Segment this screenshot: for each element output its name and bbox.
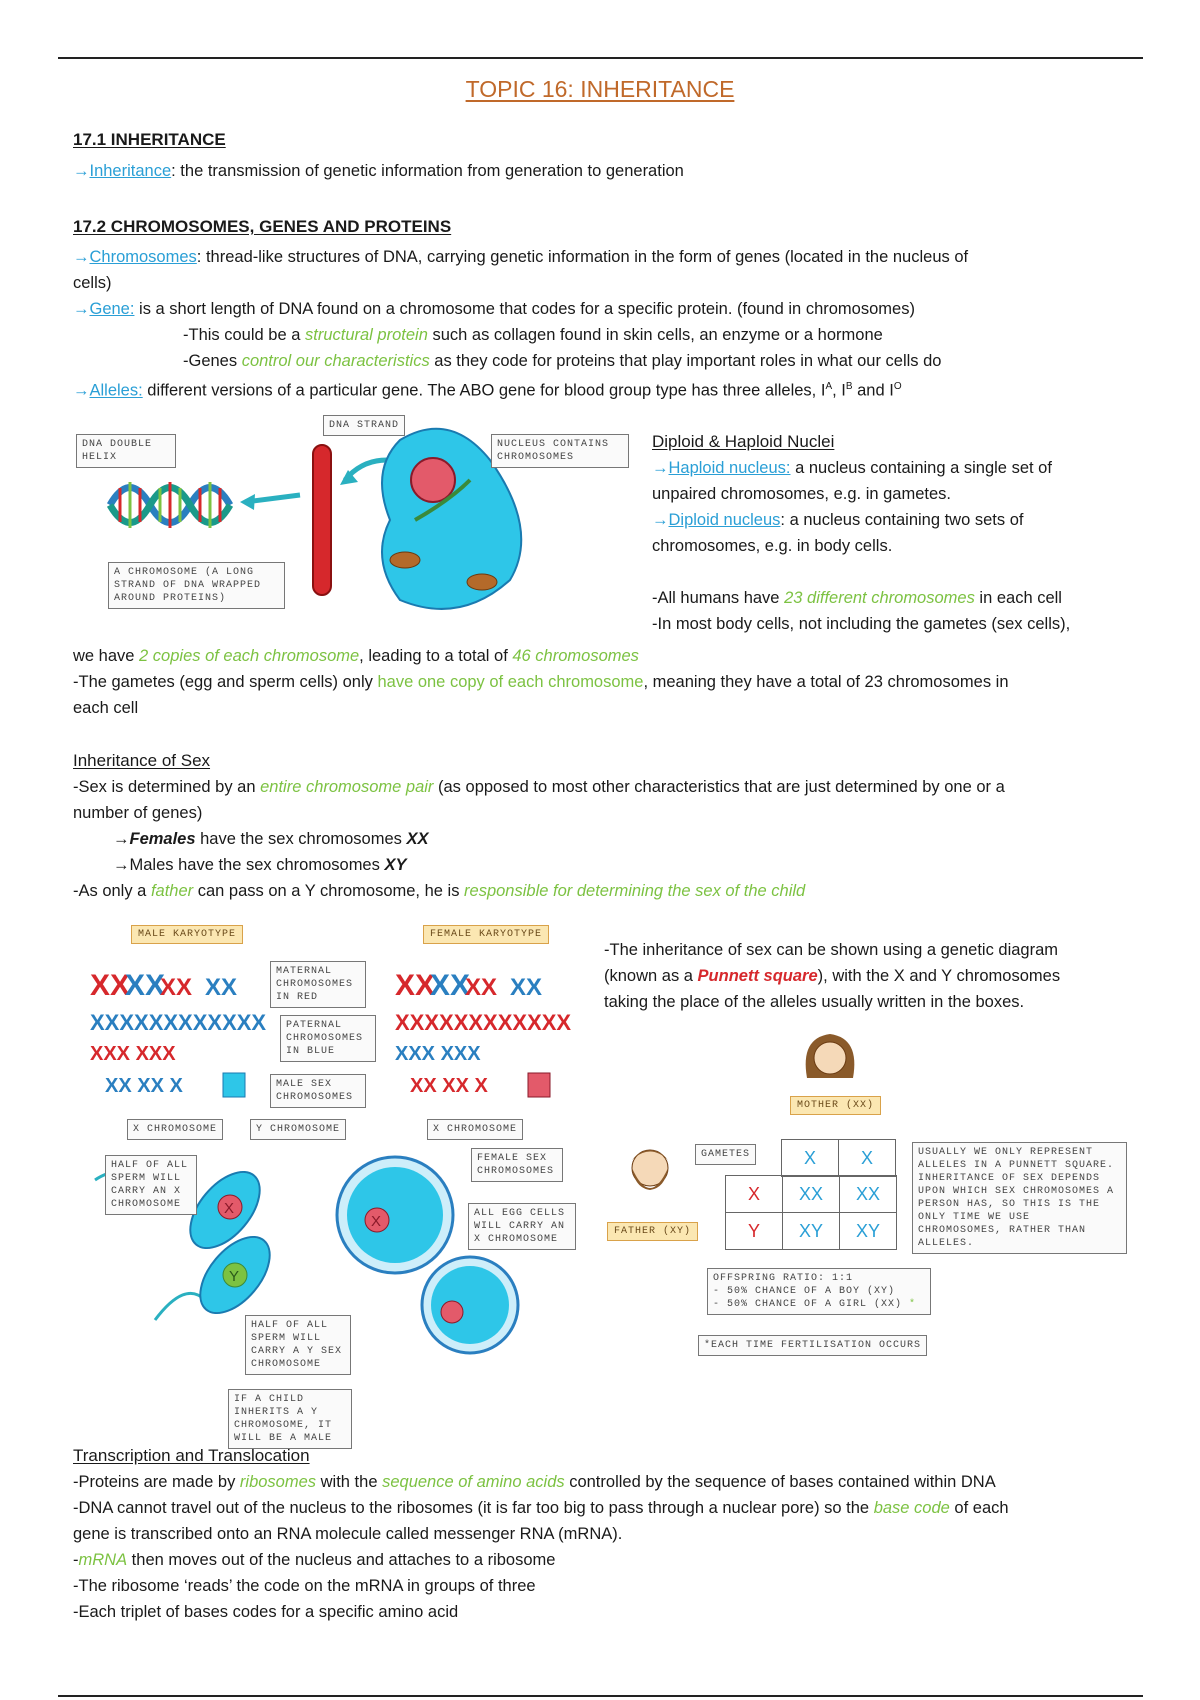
svg-text:XXXXXXXXXXXX: XXXXXXXXXXXX xyxy=(90,1010,267,1035)
line xyxy=(73,374,1133,404)
highlight: responsible for determining the sex of the child xyxy=(464,882,806,900)
cell-xy-1: XY xyxy=(783,1213,840,1250)
text: and I xyxy=(852,381,894,400)
line xyxy=(73,1495,1143,1521)
dna-helix-icon xyxy=(110,482,230,528)
arrow-icon: → xyxy=(652,511,669,529)
text: : a nucleus containing two sets of xyxy=(780,511,1024,529)
term-gene: Gene: xyxy=(89,300,135,318)
gamete-left-1: X xyxy=(726,1176,783,1213)
term-alleles: Alleles: xyxy=(89,381,143,400)
page-title xyxy=(0,76,1200,103)
text: taking the place of the alleles usually written in the boxes. xyxy=(604,993,1025,1011)
egg-x-label: X xyxy=(371,1213,382,1230)
svg-text:XX: XX xyxy=(160,974,193,1001)
cell-xx-1: XX xyxy=(783,1176,840,1213)
svg-text:XX XX X: XX XX X xyxy=(410,1075,488,1097)
punnett-grid xyxy=(725,1175,897,1250)
highlight: 23 different chromosomes xyxy=(784,589,975,607)
line xyxy=(73,1547,1143,1573)
arrow-icon: → xyxy=(73,248,90,266)
text: Males have the sex chromosomes xyxy=(129,856,385,874)
svg-text:XXX XXX: XXX XXX xyxy=(395,1043,481,1065)
label-x-chromosome: X CHROMOSOME xyxy=(127,1119,223,1140)
text: with the xyxy=(316,1473,383,1491)
text: (known as a xyxy=(604,967,698,985)
label-mother: MOTHER (XX) xyxy=(790,1096,881,1115)
svg-text:XXX XXX: XXX XXX xyxy=(90,1043,176,1065)
text: as they code for proteins that play important roles in what our cells do xyxy=(429,352,942,370)
sup: O xyxy=(893,381,902,392)
text: then moves out of the nucleus and attaches to a ribosome xyxy=(127,1551,556,1569)
highlight: 46 chromosomes xyxy=(512,647,639,665)
text: -Genes xyxy=(183,352,242,370)
arrow-icon: → xyxy=(73,300,90,318)
text: each cell xyxy=(73,699,139,717)
highlight: entire chromosome pair xyxy=(260,778,434,796)
def-text: : thread-like structures of DNA, carrying genetic information in the form of genes (located in the nucleus of xyxy=(196,248,969,266)
text: Females xyxy=(129,830,196,848)
text: ), with the X and Y chromosomes xyxy=(817,967,1061,985)
text: -DNA cannot travel out of the nucleus to the ribosomes (it is far too big to pass through a nuclear pore) so the xyxy=(73,1499,874,1517)
arrow-icon: → xyxy=(73,162,90,180)
def-text: : the transmission of genetic information from generation to generation xyxy=(171,162,684,180)
svg-text:XX: XX xyxy=(125,969,166,1002)
svg-text:XX: XX xyxy=(395,969,436,1002)
text: -This could be a xyxy=(183,326,305,344)
punnett-intro-text xyxy=(604,937,1124,1015)
svg-text:XX: XX xyxy=(430,969,471,1002)
def-text: cells) xyxy=(73,274,112,292)
line xyxy=(73,878,1138,904)
highlight: Punnett square xyxy=(697,967,818,985)
arrow-icon: → xyxy=(113,856,130,874)
highlight: have one copy of each chromosome xyxy=(377,673,644,691)
sperm-y-label: Y xyxy=(229,1268,240,1285)
subheading-transcription: Transcription and Translocation xyxy=(73,1446,310,1465)
line xyxy=(604,963,1124,989)
label-dna-double-helix: DNA DOUBLE HELIX xyxy=(76,434,176,468)
label-paternal: PATERNAL CHROMOSOMES IN BLUE xyxy=(280,1015,376,1062)
sex-inheritance-section xyxy=(73,748,1138,904)
inheritance-definition xyxy=(73,158,684,184)
text: such as collagen found in skin cells, an enzyme or a hormone xyxy=(427,326,883,344)
father-icon xyxy=(615,1138,685,1208)
text: gene is transcribed onto an RNA molecule called messenger RNA (mRNA). xyxy=(73,1525,623,1543)
female-karyotype-icon xyxy=(395,969,571,1097)
text: number of genes) xyxy=(73,804,203,822)
term-inheritance: Inheritance xyxy=(89,162,172,180)
text: in each cell xyxy=(974,589,1062,607)
fertilisation-note: *EACH TIME FERTILISATION OCCURS xyxy=(698,1335,927,1356)
svg-text:XX: XX xyxy=(205,974,238,1001)
text: -Proteins are made by xyxy=(73,1473,240,1491)
sup: A xyxy=(825,381,833,392)
ratio-line: - 50% CHANCE OF A BOY (XY) xyxy=(713,1286,896,1297)
text: - 50% CHANCE OF A GIRL (XX) xyxy=(713,1299,903,1310)
def-text: is a short length of DNA found on a chromosome that codes for a specific protein. (found in chromosomes) xyxy=(134,300,915,318)
svg-text:XX: XX xyxy=(90,969,131,1002)
transcription-section xyxy=(73,1443,1143,1625)
text: - xyxy=(73,1551,79,1569)
label-female-sex: FEMALE SEX CHROMOSOMES xyxy=(471,1148,563,1182)
text: -The inheritance of sex can be shown using a genetic diagram xyxy=(604,941,1059,959)
def-text: different versions of a particular gene. The ABO gene for blood group type has three alleles, I xyxy=(142,381,826,400)
svg-text:XX: XX xyxy=(465,974,498,1001)
line xyxy=(652,455,1132,481)
label-father: FATHER (XY) xyxy=(607,1222,698,1241)
text: -All humans have xyxy=(652,589,785,607)
highlight: base code xyxy=(873,1499,950,1517)
line xyxy=(73,774,1138,800)
text: chromosomes, e.g. in body cells. xyxy=(652,537,893,555)
line xyxy=(73,348,1133,374)
star-mark: * xyxy=(909,1299,917,1310)
chromosomes-definition xyxy=(73,244,1133,404)
term-haploid: Haploid nucleus: xyxy=(668,459,791,477)
label-a-chromosome: A CHROMOSOME (A LONG STRAND OF DNA WRAPPED AROUND PROTEINS) xyxy=(108,562,285,609)
highlight: ribosomes xyxy=(239,1473,317,1491)
bottom-rule xyxy=(58,1695,1143,1697)
line xyxy=(73,322,1133,348)
ratio-line: OFFSPRING RATIO: 1:1 xyxy=(713,1273,854,1284)
text: we have xyxy=(73,647,140,665)
diploid-haploid-section xyxy=(652,429,1132,637)
text: , meaning they have a total of 23 chromosomes in xyxy=(643,673,1009,691)
label-male-karyotype: MALE KARYOTYPE xyxy=(131,925,243,944)
gamete-top-1: X xyxy=(782,1140,839,1177)
line xyxy=(73,296,1133,322)
text: -Each triplet of bases codes for a specific amino acid xyxy=(73,1603,459,1621)
line xyxy=(73,1469,1143,1495)
punnett-note: USUALLY WE ONLY REPRESENT ALLELES IN A PUNNETT SQUARE. INHERITANCE OF SEX DEPENDS UPON WHICH SEX CHROMOSOMES A PERSON HAS, SO THIS IS THE ONLY TIME WE USE CHROMOSOMES, RATHER THAN ALLELES. xyxy=(912,1142,1127,1254)
line xyxy=(73,852,1138,878)
arrow-icon: → xyxy=(652,459,669,477)
section-heading-chromosomes: 17.2 CHROMOSOMES, GENES AND PROTEINS xyxy=(73,217,452,236)
arrow-icon: → xyxy=(113,830,130,848)
highlight: control our characteristics xyxy=(241,352,430,370)
gamete-left-2: Y xyxy=(726,1213,783,1250)
highlight: structural protein xyxy=(304,326,428,344)
highlight: mRNA xyxy=(78,1551,128,1569)
label-half-x: HALF OF ALL SPERM WILL CARRY AN X CHROMOSOME xyxy=(105,1155,197,1215)
text: , leading to a total of xyxy=(359,647,513,665)
text: unpaired chromosomes, e.g. in gametes. xyxy=(652,485,951,503)
text: a nucleus containing a single set of xyxy=(790,459,1052,477)
text: XY xyxy=(384,856,407,874)
egg-cell-icon xyxy=(337,1157,518,1353)
svg-text:XX XX X: XX XX X xyxy=(105,1075,183,1097)
text: controlled by the sequence of bases contained within DNA xyxy=(564,1473,996,1491)
line xyxy=(652,585,1132,611)
nucleus-icon xyxy=(411,458,455,502)
arrow-icon: → xyxy=(73,381,90,400)
offspring-ratio xyxy=(707,1268,931,1315)
label-female-karyotype: FEMALE KARYOTYPE xyxy=(423,925,549,944)
line xyxy=(652,507,1132,533)
line xyxy=(73,669,1133,695)
top-rule xyxy=(58,57,1143,59)
text: -As only a xyxy=(73,882,151,900)
label-dna-strand: DNA STRAND xyxy=(323,415,405,436)
line xyxy=(73,826,1138,852)
text: -The gametes (egg and sperm cells) only xyxy=(73,673,378,691)
subheading-sex: Inheritance of Sex xyxy=(73,751,211,770)
punnett-square xyxy=(725,1139,896,1177)
chromosome-icon xyxy=(313,445,331,595)
highlight: 2 copies of each chromosome xyxy=(139,647,360,665)
label-nucleus: NUCLEUS CONTAINS CHROMOSOMES xyxy=(491,434,629,468)
label-male-sex: MALE SEX CHROMOSOMES xyxy=(270,1074,366,1108)
sup: B xyxy=(845,381,853,392)
highlight: sequence of amino acids xyxy=(382,1473,565,1491)
term-diploid: Diploid nucleus xyxy=(668,511,781,529)
cell-xx-2: XX xyxy=(840,1176,897,1213)
label-gametes: GAMETES xyxy=(695,1144,756,1165)
label-y-chromosome: Y CHROMOSOME xyxy=(250,1119,346,1140)
chromosome-copies-text xyxy=(73,643,1133,721)
text: of each xyxy=(949,1499,1009,1517)
text: can pass on a Y chromosome, he is xyxy=(193,882,465,900)
svg-text:XX: XX xyxy=(510,974,543,1001)
text: -The ribosome ‘reads’ the code on the mRNA in groups of three xyxy=(73,1577,536,1595)
svg-text:XXXXXXXXXXXX: XXXXXXXXXXXX xyxy=(395,1010,572,1035)
subheading-diploid: Diploid & Haploid Nuclei xyxy=(652,432,835,451)
label-all-egg: ALL EGG CELLS WILL CARRY AN X CHROMOSOME xyxy=(468,1203,576,1250)
line xyxy=(73,643,1133,669)
text: have the sex chromosomes xyxy=(195,830,407,848)
label-maternal: MATERNAL CHROMOSOMES IN RED xyxy=(270,961,366,1008)
male-karyotype-icon xyxy=(90,969,266,1097)
text: XX xyxy=(406,830,429,848)
sperm-x-label: X xyxy=(224,1200,235,1217)
text: (as opposed to most other characteristics that are just determined by one or a xyxy=(433,778,1005,796)
ratio-line xyxy=(713,1298,925,1311)
cell-xy-2: XY xyxy=(840,1213,897,1250)
mother-icon xyxy=(795,1028,865,1090)
line xyxy=(73,244,1133,270)
title-text: TOPIC 16: INHERITANCE xyxy=(465,76,735,102)
label-half-y: HALF OF ALL SPERM WILL CARRY A Y SEX CHROMOSOME xyxy=(245,1315,351,1375)
label-x-chromosome-female: X CHROMOSOME xyxy=(427,1119,523,1140)
highlight: father xyxy=(150,882,194,900)
gamete-top-2: X xyxy=(839,1140,896,1177)
text: -In most body cells, not including the gametes (sex cells), xyxy=(652,615,1071,633)
section-heading-inheritance: 17.1 INHERITANCE xyxy=(73,130,226,149)
label-if-child: IF A CHILD INHERITS A Y CHROMOSOME, IT WILL BE A MALE xyxy=(228,1389,352,1449)
term-chromosomes: Chromosomes xyxy=(89,248,197,266)
text: , I xyxy=(832,381,846,400)
text: -Sex is determined by an xyxy=(73,778,261,796)
